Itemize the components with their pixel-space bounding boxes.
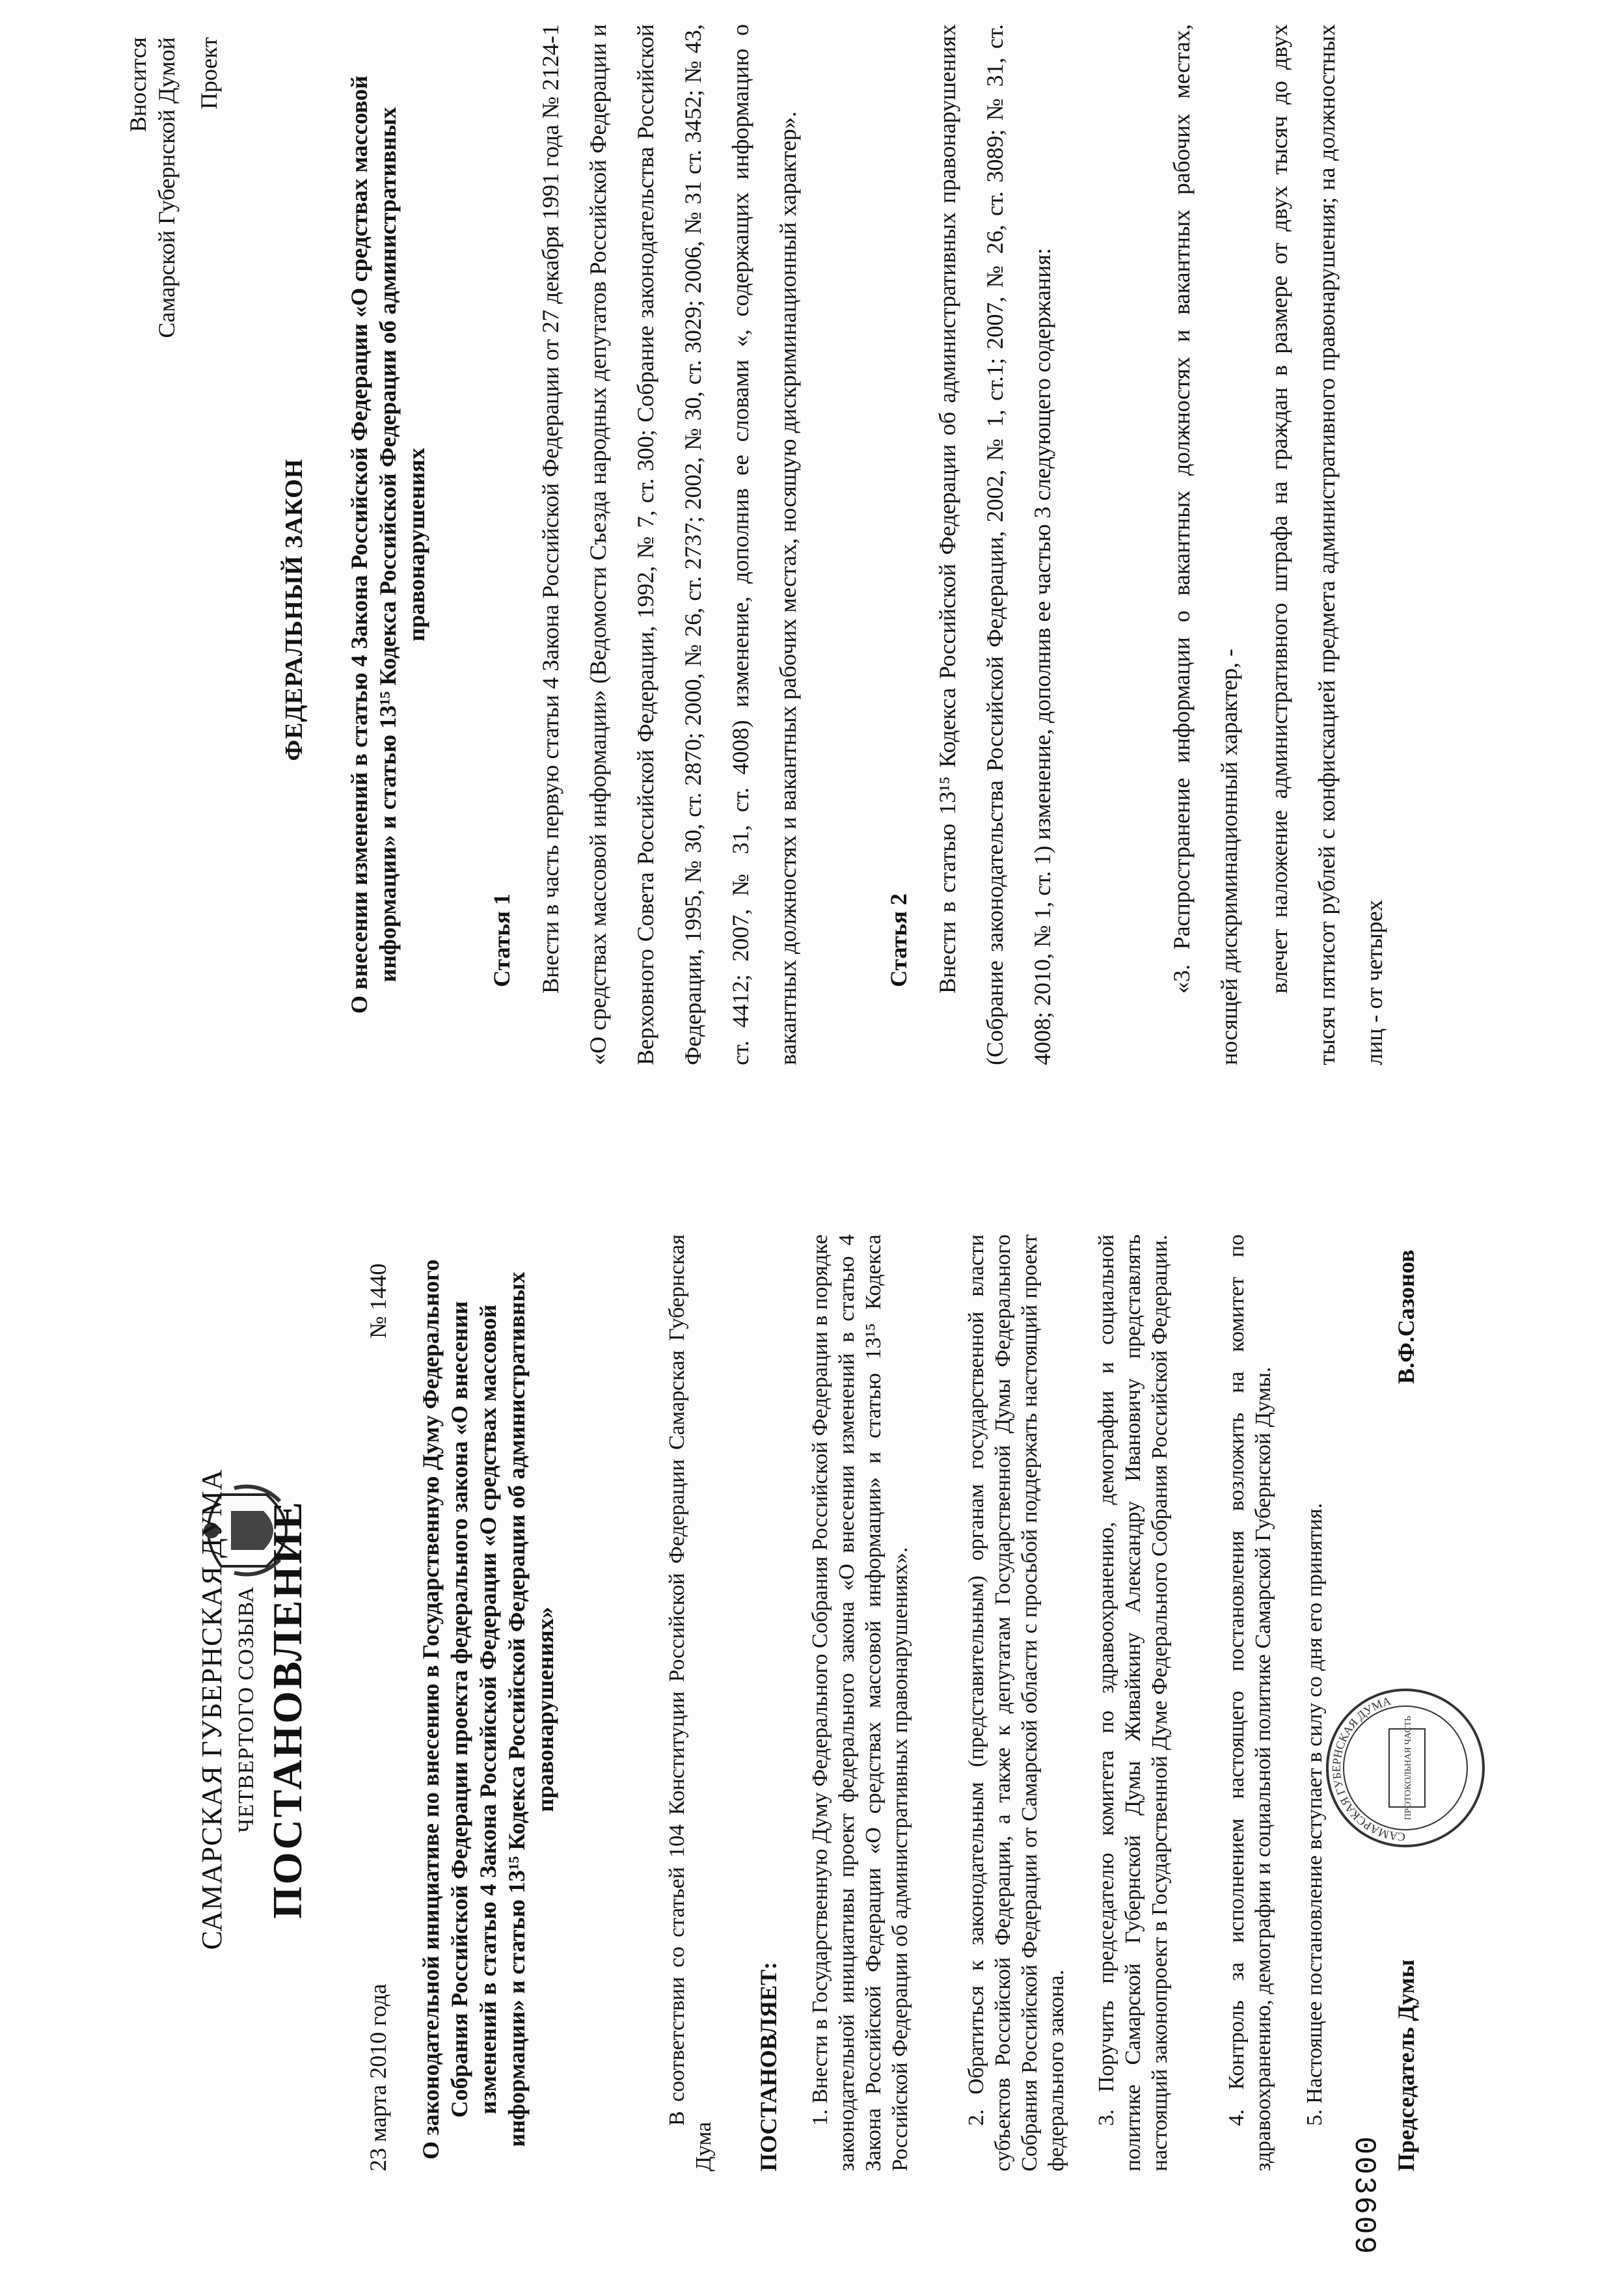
seal-ring-text: САМАРСКАЯ ГУБЕРНСКАЯ ДУМА [1329, 1694, 1406, 1844]
resolution-title: О законодательной инициативе по внесению в Государственную Думу Федерального Собрания Российской Федерации проекта федерального закона «О внесении изменений в статью 4 Закона Российской Федерации «О средствах массовой информации» и статью 13¹⁵ Кодекса Российской Федерации об административных правонарушениях» [418, 1259, 558, 2160]
seal-center-text: ПРОТОКОЛЬНАЯ ЧАСТЬ [1403, 1715, 1413, 1821]
resolution-item-4: 4. Контроль за исполнением настоящего постановления возложить на комитет по здравоохранению, демографии и социальной политике Самарской Губернской Думы. [1225, 1234, 1275, 2171]
resolution-page [0, 1141, 1624, 2282]
article-1-heading: Статья 1 [489, 893, 515, 987]
preamble: В соответствии со статьей 104 Конституции Российской Федерации Самарская Губернская Дума [665, 1234, 716, 2171]
article-2-heading: Статья 2 [886, 893, 912, 987]
law-type-heading: ФЕДЕРАЛЬНЫЙ ЗАКОН [280, 458, 308, 761]
official-seal [1321, 1683, 1490, 1853]
article-2-text: Внести в статью 13¹⁵ Кодекса Российской Федерации об административных правонарушениях (Собрание законодательства Российской Федерации, 2002, № 1, ст.1; 2007, № 26, ст. 3089; № 31, ст. 4008; 2010, № 1, ст. 1) изменение, дополнив ее частью 3 следующего содержания: [934, 24, 1055, 1065]
convocation: ЧЕТВЕРТОГО СОЗЫВА [234, 1586, 258, 1833]
resolution-number: № 1440 [365, 1263, 391, 1338]
resolution-item-2: 2. Обратиться к законодательным (представительным) органам государственной власти субъектов Российской Федерации, а также к депутатам Государственной Думы Федерального Собрания Российской Федерации от Самарской области с просьбой поддержать настоящий проект федерального закона. [964, 1234, 1068, 2171]
resolution-item-3: 3. Поручить председателю комитета по здравоохранению, демографии и социальной политике Самарской Губернской Думы Живайкину Александру Ивановичу представлять настоящий законопроект в Государственной Думе Федерального Собрания Российской Федерации. [1094, 1234, 1172, 2171]
draft-status: Проект [196, 37, 222, 110]
law-title: О внесении изменений в статью 4 Закона Российской Федерации «О средствах массовой информации» и статью 13¹⁵ Кодекса Российской Федерации об административных правонарушениях [346, 75, 429, 1014]
article-1-text: Внести в часть первую статьи 4 Закона Российской Федерации от 27 декабря 1991 года № 2124-1 «О средствах массовой информации» (Ведомости Съезда народных депутатов Российской Федерации и Верховного Совета Российской Федерации, 1992, № 7, ст. 300; Собрание законодательства Российской Федерации, 1995, № 30, ст. 2870; 2000, № 26, ст. 2737; 2002, № 30, ст. 3029; 2006, № 31 ст. 3452; № 43, ст. 4412; 2007, № 31, ст. 4008) изменение, дополнив ее словами «, содержащих информацию о вакантных должностях и вакантных рабочих местах, носящую дискриминационный характер». [537, 24, 801, 1065]
document-serial: 003609 [1347, 2136, 1381, 2256]
submitted-by: Вносится Самарской Губернской Думой [125, 37, 180, 338]
svg-text:САМАРСКАЯ ГУБЕРНСКАЯ ДУМА [1330, 1694, 1405, 1843]
signature-role: Председатель Думы [1393, 1959, 1419, 2171]
resolution-date: 23 марта 2010 года [365, 1983, 391, 2171]
resolution-item-1: 1. Внести в Государственную Думу Федерального Собрания Российской Федерации в порядке законодательной инициативы проект федерального закона «О внесении изменений в статью 4 Закона Российской Федерации «О средствах массовой информации» и статью 13¹⁵ Кодекса Российской Федерации об административных правонарушениях». [808, 1234, 912, 2171]
doc-type-heading: ПОСТАНОВЛЕНИЕ [264, 1500, 310, 1919]
org-name: САМАРСКАЯ ГУБЕРНСКАЯ ДУМА [196, 1469, 228, 1950]
article-2-part-3: «3. Распространение информации о вакантных должностях и вакантных рабочих местах, носящей дискриминационный характер, - [1169, 24, 1242, 1065]
signature-name: В.Ф.Сазонов [1393, 1249, 1419, 1384]
resolves-heading: ПОСТАНОВЛЯЕТ: [755, 1961, 781, 2171]
article-2-penalty: влечет наложение административного штрафа на граждан в размере от двух тысяч до двух тысяч пятисот рублей с конфискацией предмета административного правонарушения; на должностных лиц - от четырех [1266, 24, 1387, 1065]
resolution-item-5: 5. Настоящее постановление вступает в силу со дня его принятия. [1303, 1502, 1327, 2126]
